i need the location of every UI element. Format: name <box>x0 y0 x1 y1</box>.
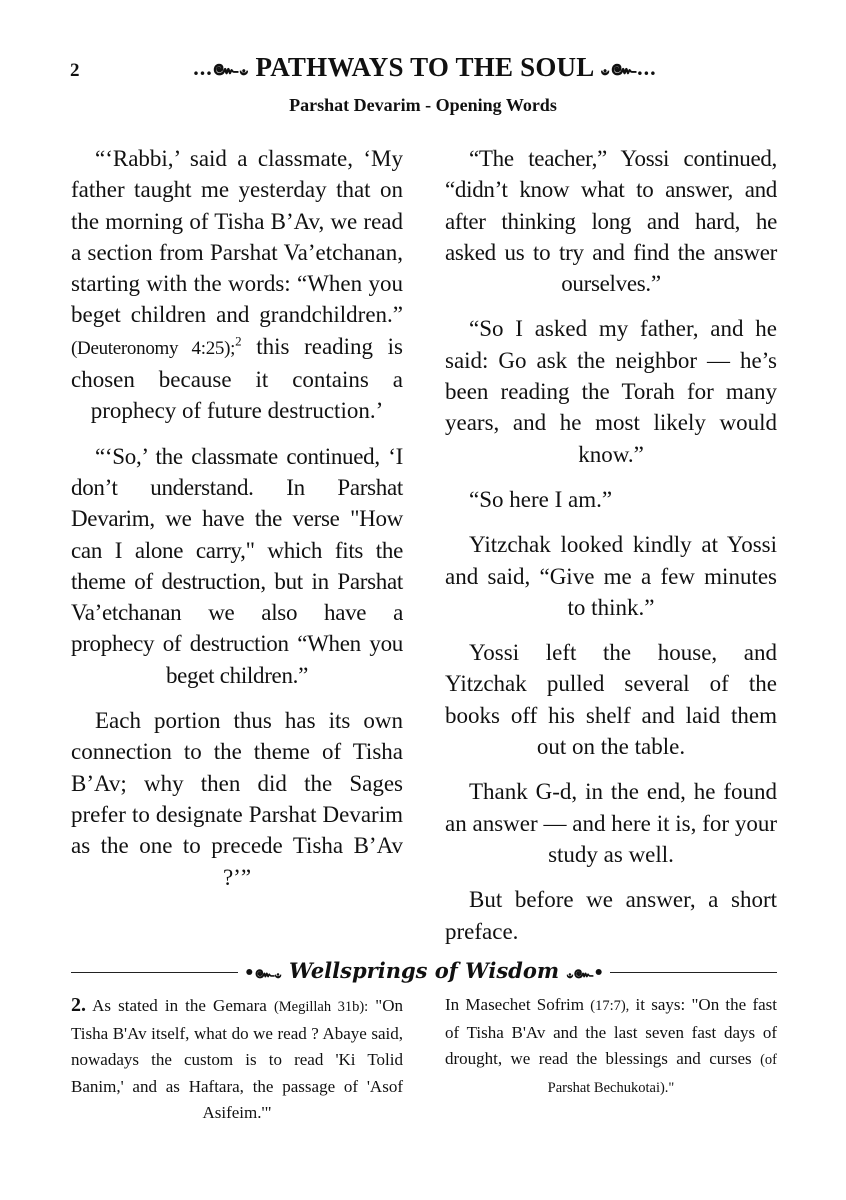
header-ornament-left: ...๛ಀ <box>193 55 250 80</box>
paragraph-short-preface: But before we answer, a short preface. <box>445 887 777 944</box>
running-header <box>130 50 720 85</box>
right-text-column <box>445 143 777 961</box>
footnote-2 <box>71 992 403 1127</box>
paragraph-thank-g-d: Thank G-d, in the end, he found an answer — and here it is, for your study as well. <box>445 779 777 867</box>
footnote-citation: (of Parshat Bechukotai)." <box>547 1052 777 1096</box>
paragraph-text: “‘Rabbi,’ said a classmate, ‘My father taught me yesterday that on the morning of Tisha B’Av, we read a section from Parshat Va’etchanan, starting with the words: “When you beget children and grandchildren.” <box>71 146 403 328</box>
divider-line-left <box>71 972 238 973</box>
paragraph-classmate-continued: “‘So,’ the classmate continued, ‘I don’t understand. In Parshat Devarim, we have the verse "How can I alone carry," which fits the theme of destruction, but in Parshat Va’etchanan we also have a prophecy of destruction “When you beget children.” <box>71 443 403 688</box>
footnote-left <box>71 992 403 1127</box>
divider-label <box>244 958 604 986</box>
footnote-text: As stated in the Gemara <box>86 996 274 1015</box>
page-number: 2 <box>70 60 80 81</box>
paragraph-each-portion: Each portion thus has its own connection to the theme of Tisha B’Av; why then did the Sages prefer to designate Parshat Devarim as the one to precede Tisha B’Av ?’” <box>71 708 403 890</box>
paragraph-teacher: “The teacher,” Yossi continued, “didn’t know what to answer, and after thinking long and hard, he asked us to try and find the answer ourselves.” <box>445 146 777 297</box>
footnote-2-continued <box>445 992 777 1101</box>
paragraph-rabbi-classmate <box>71 143 403 427</box>
paragraph-text: this reading is chosen because it contains a prophecy of future destruction.’ <box>71 333 403 424</box>
chapter-subtitle: Parshat Devarim - Opening Words <box>289 95 557 115</box>
paragraph-here-i-am: “So here I am.” <box>469 486 613 512</box>
footnote-marker: 2 <box>235 333 242 349</box>
footnote-number: 2. <box>71 994 86 1016</box>
divider-title: Wellsprings of Wisdom <box>288 958 560 983</box>
book-title: PATHWAYS TO THE SOUL <box>255 52 595 82</box>
divider-ornament-left: •๛ಀ <box>243 963 282 983</box>
header-ornament-right: ಀ๛... <box>600 55 657 80</box>
footnote-citation: (Megillah 31b): <box>273 999 369 1015</box>
wellsprings-divider <box>71 958 777 986</box>
divider-line-right <box>610 972 777 973</box>
footnote-right <box>445 992 777 1101</box>
footnote-text: it says: "On the fast of Tisha B'Av and the last seven fast days of drought, we read the blessings and curses <box>445 995 777 1068</box>
citation: (Deuteronomy 4:25); <box>71 337 236 359</box>
footnote-text: "On Tisha B'Av itself, what do we read ? Abaye said, nowadays the custom is to read 'Ki Tolid Banim,' and as Haftara, the passage of 'Asof Asifeim.'" <box>71 996 403 1122</box>
divider-ornament-right: ಀ๛• <box>566 963 605 983</box>
paragraph-yossi-left: Yossi left the house, and Yitzchak pulled several of the books off his shelf and laid them out on the table. <box>445 640 777 760</box>
footnote-citation: (17:7), <box>590 998 630 1014</box>
left-text-column <box>71 143 403 907</box>
footnote-text: In Masechet Sofrim <box>445 995 591 1014</box>
paragraph-yitzchak-looked: Yitzchak looked kindly at Yossi and said, “Give me a few minutes to think.” <box>445 532 777 620</box>
paragraph-asked-father: “So I asked my father, and he said: Go ask the neighbor — he’s been reading the Torah for many years, and he most likely would know.” <box>445 316 777 467</box>
